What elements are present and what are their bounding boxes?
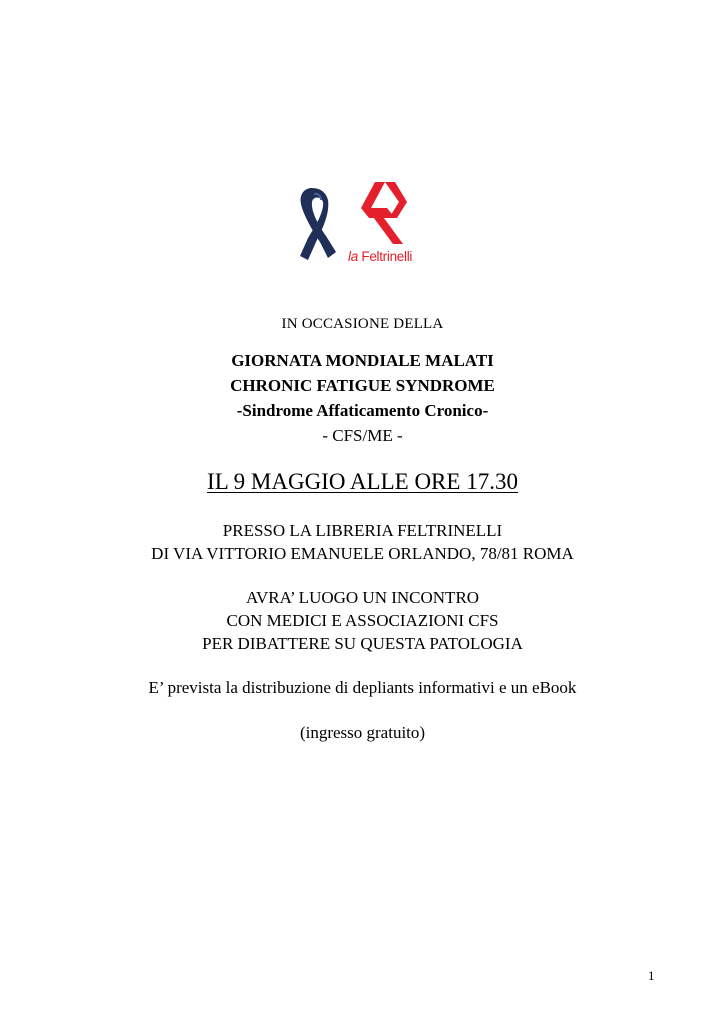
admission-text: (ingresso gratuito)	[299, 723, 426, 742]
event-line-2: CON MEDICI E ASSOCIAZIONI CFS	[226, 611, 499, 630]
intro-text: IN OCCASIONE DELLA	[281, 316, 444, 332]
logo-area	[0, 178, 725, 268]
title-line-2: CHRONIC FATIGUE SYNDROME	[230, 376, 495, 395]
event-date: IL 9 MAGGIO ALLE ORE 17.30	[207, 469, 518, 494]
location-line-1: PRESSO LA LIBRERIA FELTRINELLI	[222, 521, 503, 540]
event-line-3: PER DIBATTERE SU QUESTA PATOLOGIA	[202, 634, 523, 653]
distribution-text: E’ prevista la distribuzione di depliants informativi e un eBook	[148, 678, 577, 697]
title-line-3: -Sindrome Affaticamento Cronico-	[236, 401, 489, 420]
title-line-1: GIORNATA MONDIALE MALATI	[231, 351, 494, 370]
title-line-4: - CFS/ME -	[322, 426, 403, 445]
event-line-1: AVRA’ LUOGO UN INCONTRO	[245, 588, 480, 607]
awareness-ribbon-icon	[290, 184, 346, 264]
brand-prefix: la	[348, 249, 358, 264]
page-number: 1	[648, 968, 655, 983]
location-line-2: DI VIA VITTORIO EMANUELE ORLANDO, 78/81 ROMA	[151, 544, 574, 563]
brand-name: Feltrinelli	[361, 249, 413, 264]
brand-wordmark	[348, 249, 412, 264]
